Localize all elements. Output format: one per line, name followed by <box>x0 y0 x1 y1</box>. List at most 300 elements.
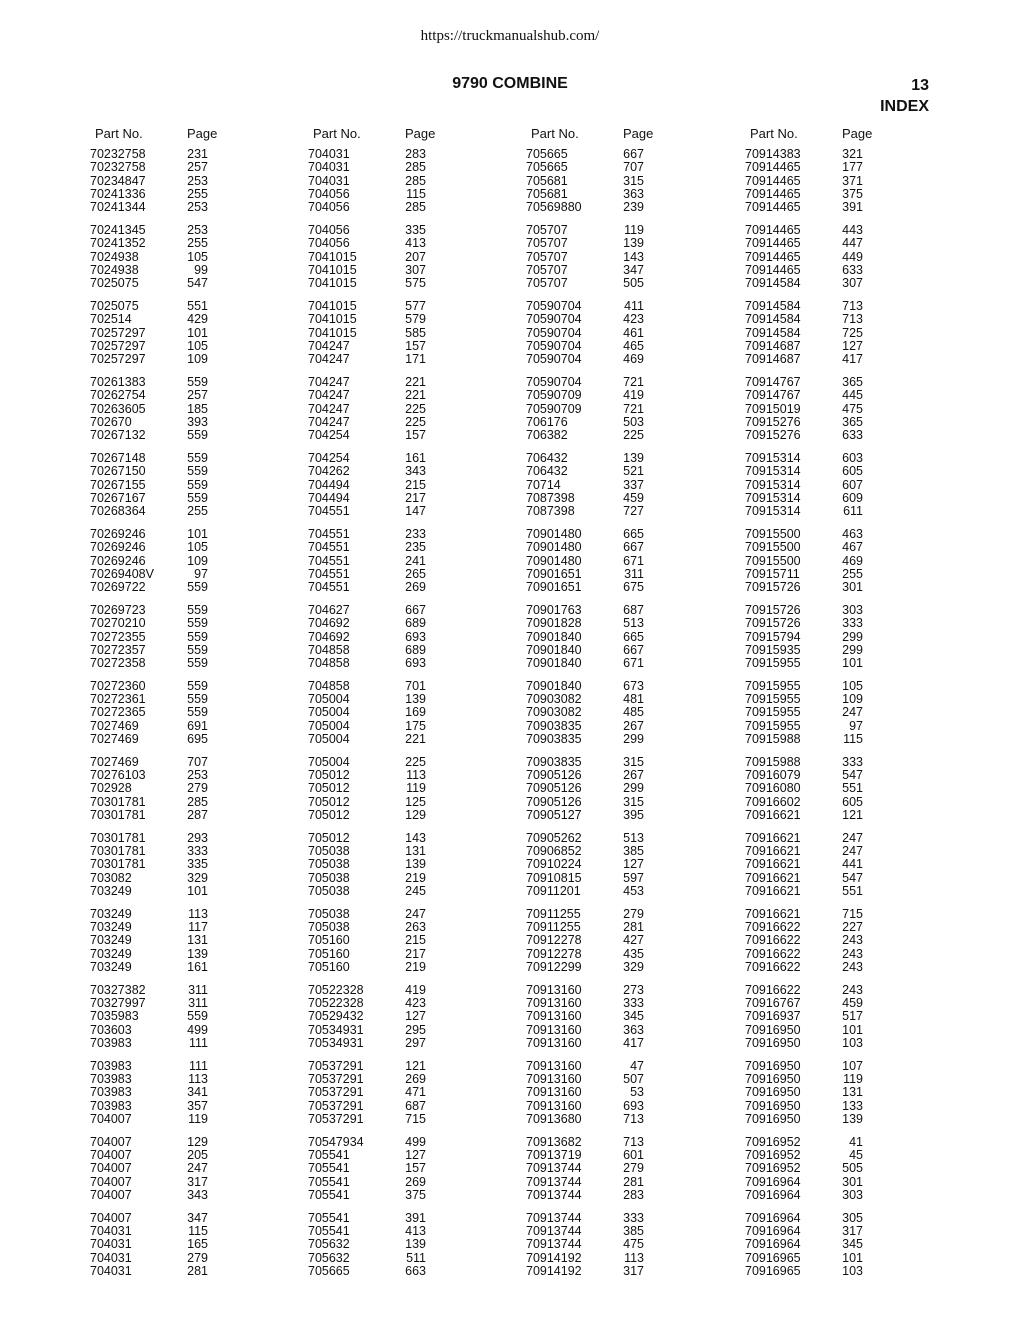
page-reference: 263 <box>405 920 426 935</box>
part-number: 70915988 <box>745 732 801 747</box>
page-reference: 597 <box>623 870 644 885</box>
index-entry <box>745 733 945 746</box>
part-number: 70911255 <box>526 920 581 935</box>
page-reference: 41 <box>849 1134 863 1149</box>
index-entry <box>308 720 508 733</box>
index-entry <box>526 1252 726 1265</box>
page-reference: 185 <box>187 401 208 416</box>
part-number: 70901651 <box>526 566 582 581</box>
page-reference: 333 <box>623 1210 644 1225</box>
index-entry <box>526 264 726 277</box>
part-number: 70267150 <box>90 464 146 479</box>
part-number: 705004 <box>308 718 350 733</box>
index-entry <box>745 251 945 264</box>
part-number: 70913160 <box>526 1058 582 1073</box>
index-entry <box>526 1212 726 1225</box>
index-entry <box>308 1086 508 1099</box>
part-number: 70267155 <box>90 477 146 492</box>
index-entry <box>745 796 945 809</box>
part-number: 705160 <box>308 933 350 948</box>
page-reference: 139 <box>405 692 426 707</box>
page-reference: 375 <box>405 1187 426 1202</box>
part-number: 70327997 <box>90 996 146 1011</box>
column-header <box>308 126 508 148</box>
index-entry <box>745 885 945 898</box>
index-entry <box>90 997 290 1010</box>
index-entry <box>90 300 290 313</box>
page-reference: 101 <box>187 526 208 541</box>
page-reference: 111 <box>188 1036 208 1051</box>
part-number: 70534931 <box>308 1036 364 1051</box>
part-number: 70267148 <box>90 450 146 465</box>
index-entry <box>308 984 508 997</box>
page-reference: 121 <box>842 808 863 823</box>
index-entry <box>90 479 290 492</box>
index-entry <box>526 845 726 858</box>
part-number: 70915935 <box>745 642 801 657</box>
index-entry <box>745 581 945 594</box>
page-reference: 513 <box>623 830 644 845</box>
page-reference: 559 <box>187 464 208 479</box>
index-entry <box>745 201 945 214</box>
index-entry <box>526 948 726 961</box>
page-reference: 285 <box>405 173 426 188</box>
page-reference: 485 <box>623 705 644 720</box>
page-reference: 365 <box>842 414 863 429</box>
part-number: 70901828 <box>526 616 582 631</box>
index-entry <box>308 581 508 594</box>
part-number: 704056 <box>308 200 350 215</box>
part-number: 704551 <box>308 553 350 568</box>
part-number: 70915314 <box>745 490 801 505</box>
index-entry <box>745 997 945 1010</box>
page-reference: 423 <box>405 996 426 1011</box>
page-reference: 143 <box>623 249 644 264</box>
page-reference: 503 <box>623 414 644 429</box>
index-entry <box>90 161 290 174</box>
index-entry <box>308 555 508 568</box>
page-reference: 255 <box>187 504 208 519</box>
page-reference: 605 <box>842 794 863 809</box>
part-number: 70910224 <box>526 857 582 872</box>
part-number: 70915794 <box>745 629 801 644</box>
entry-group <box>526 224 726 290</box>
page-reference: 243 <box>842 933 863 948</box>
index-entry <box>745 1212 945 1225</box>
entry-group <box>526 832 726 898</box>
page-reference: 287 <box>187 808 208 823</box>
source-url[interactable]: https://truckmanualshub.com/ <box>420 28 600 44</box>
index-entry <box>308 224 508 237</box>
index-entry <box>526 720 726 733</box>
part-number: 705038 <box>308 884 350 899</box>
part-number: 70901840 <box>526 642 582 657</box>
index-entry <box>308 1176 508 1189</box>
index-entry <box>745 604 945 617</box>
index-entry <box>90 1060 290 1073</box>
page-reference: 521 <box>623 464 644 479</box>
index-entry <box>526 809 726 822</box>
part-no-header: Part No. <box>313 126 361 141</box>
page-reference: 279 <box>187 1250 208 1265</box>
index-entry <box>745 809 945 822</box>
page-reference: 449 <box>842 249 863 264</box>
entry-group <box>90 376 290 442</box>
page-reference: 101 <box>842 1250 863 1265</box>
index-entry <box>90 1100 290 1113</box>
index-entry <box>90 693 290 706</box>
page-reference: 225 <box>623 428 644 443</box>
index-entry <box>90 1037 290 1050</box>
page-reference: 281 <box>187 1263 208 1278</box>
page-reference: 221 <box>405 388 426 403</box>
part-number: 70590709 <box>526 401 582 416</box>
part-number: 70916950 <box>745 1036 801 1051</box>
page-reference: 559 <box>187 642 208 657</box>
index-entry <box>526 429 726 442</box>
index-entry <box>745 264 945 277</box>
part-number: 70272355 <box>90 629 146 644</box>
part-number: 70914767 <box>745 388 801 403</box>
part-number: 704858 <box>308 656 350 671</box>
part-number: 704007 <box>90 1161 132 1176</box>
part-number: 70263605 <box>90 401 146 416</box>
page-reference: 601 <box>623 1148 644 1163</box>
part-number: 70913160 <box>526 1085 582 1100</box>
part-number: 703249 <box>90 884 132 899</box>
page-reference: 447 <box>842 236 863 251</box>
part-number: 705160 <box>308 946 350 961</box>
page-reference: 371 <box>842 173 863 188</box>
index-entry <box>526 452 726 465</box>
index-entry <box>90 1162 290 1175</box>
index-entry <box>745 224 945 237</box>
entry-group <box>526 148 726 214</box>
part-number: 704494 <box>308 477 350 492</box>
index-entry <box>526 327 726 340</box>
index-entry <box>526 251 726 264</box>
page-reference: 243 <box>842 960 863 975</box>
part-number: 70914192 <box>526 1263 582 1278</box>
page-reference: 273 <box>623 982 644 997</box>
index-entry <box>745 277 945 290</box>
index-entry <box>526 376 726 389</box>
index-entry <box>308 1073 508 1086</box>
page-reference: 467 <box>842 540 863 555</box>
part-number: 70912278 <box>526 933 582 948</box>
index-entry <box>308 264 508 277</box>
part-number: 70901480 <box>526 553 582 568</box>
index-entry <box>308 845 508 858</box>
index-entry <box>90 832 290 845</box>
page-reference: 125 <box>405 794 426 809</box>
part-number: 704056 <box>308 222 350 237</box>
index-entry <box>90 961 290 974</box>
index-entry <box>526 796 726 809</box>
index-entry <box>90 1073 290 1086</box>
part-number: 70916964 <box>745 1210 801 1225</box>
page-reference: 113 <box>406 768 426 783</box>
part-number: 704031 <box>90 1224 132 1239</box>
part-number: 705541 <box>308 1161 350 1176</box>
index-entry <box>308 1265 508 1278</box>
page-reference: 139 <box>187 946 208 961</box>
part-number: 70914465 <box>745 236 801 251</box>
part-number: 70301781 <box>90 830 146 845</box>
page-reference: 157 <box>405 428 426 443</box>
part-number: 70269246 <box>90 526 146 541</box>
index-entry <box>90 984 290 997</box>
index-entry <box>308 604 508 617</box>
page-reference: 667 <box>405 602 426 617</box>
page-reference: 113 <box>188 1072 208 1087</box>
index-entry <box>90 908 290 921</box>
page-reference: 375 <box>842 186 863 201</box>
index-entry <box>308 251 508 264</box>
page-reference: 385 <box>623 844 644 859</box>
index-entry <box>308 465 508 478</box>
part-number: 70913680 <box>526 1112 582 1126</box>
part-number: 70262754 <box>90 388 146 403</box>
index-entry <box>745 568 945 581</box>
index-entry <box>90 845 290 858</box>
index-entry <box>526 313 726 326</box>
part-number: 706382 <box>526 428 568 443</box>
page-reference: 221 <box>405 732 426 747</box>
page-reference: 315 <box>623 754 644 769</box>
page-reference: 413 <box>405 236 426 251</box>
part-number: 70914584 <box>745 276 801 291</box>
part-number: 7027469 <box>90 718 139 733</box>
index-entry <box>308 479 508 492</box>
page-reference: 217 <box>405 946 426 961</box>
part-number: 704858 <box>308 678 350 693</box>
index-entry <box>308 885 508 898</box>
index-entry <box>308 505 508 518</box>
index-entry <box>90 706 290 719</box>
page-reference: 459 <box>842 996 863 1011</box>
part-number: 70327382 <box>90 982 146 997</box>
part-number: 70268364 <box>90 504 146 519</box>
index-entry <box>308 1162 508 1175</box>
index-entry <box>526 693 726 706</box>
index-entry <box>526 733 726 746</box>
page-reference: 311 <box>188 996 208 1011</box>
page-reference: 559 <box>187 428 208 443</box>
index-entry <box>308 657 508 670</box>
index-entry <box>90 1113 290 1126</box>
page-reference: 133 <box>842 1098 863 1113</box>
page-reference: 281 <box>623 1174 644 1189</box>
part-number: 70913682 <box>526 1134 582 1149</box>
index-entry <box>308 644 508 657</box>
index-entry <box>526 492 726 505</box>
page-reference: 253 <box>187 768 208 783</box>
part-number: 705707 <box>526 222 568 237</box>
page-reference: 475 <box>623 1237 644 1252</box>
part-number: 704031 <box>90 1263 132 1278</box>
page-reference: 303 <box>842 1187 863 1202</box>
page-reference: 701 <box>405 678 426 693</box>
part-number: 704007 <box>90 1134 132 1149</box>
part-number: 705038 <box>308 906 350 921</box>
index-entry <box>90 858 290 871</box>
page-reference: 227 <box>842 920 863 935</box>
page-reference: 559 <box>187 602 208 617</box>
part-number: 70913719 <box>526 1148 582 1163</box>
page-reference: 607 <box>842 477 863 492</box>
index-entry <box>90 1238 290 1251</box>
part-number: 7041015 <box>308 249 357 264</box>
page-reference: 269 <box>405 580 426 595</box>
index-entry <box>745 1060 945 1073</box>
page-reference: 101 <box>842 656 863 671</box>
page-reference: 471 <box>405 1085 426 1100</box>
part-number: 70916950 <box>745 1085 801 1100</box>
part-number: 70590704 <box>526 352 582 367</box>
entry-group <box>308 1212 508 1278</box>
page-reference: 233 <box>405 526 426 541</box>
page-reference: 333 <box>623 996 644 1011</box>
part-number: 704254 <box>308 450 350 465</box>
index-entry <box>308 872 508 885</box>
index-entry <box>745 1073 945 1086</box>
index-entry <box>308 1212 508 1225</box>
index-entry <box>526 1265 726 1278</box>
page-reference: 559 <box>187 692 208 707</box>
part-number: 705004 <box>308 705 350 720</box>
page-reference: 285 <box>405 200 426 215</box>
entry-group <box>90 984 290 1050</box>
part-number: 704007 <box>90 1187 132 1202</box>
part-number: 70272358 <box>90 656 146 671</box>
part-number: 70913160 <box>526 996 582 1011</box>
part-number: 70590709 <box>526 388 582 403</box>
page-reference: 97 <box>849 718 863 733</box>
index-entry <box>526 908 726 921</box>
index-entry <box>745 617 945 630</box>
page-reference: 333 <box>842 616 863 631</box>
index-entry <box>526 706 726 719</box>
part-number: 70916080 <box>745 781 801 796</box>
part-number: 70301781 <box>90 808 146 823</box>
page-reference: 205 <box>187 1148 208 1163</box>
page-reference: 347 <box>187 1210 208 1225</box>
part-number: 704031 <box>308 160 350 175</box>
page-reference: 423 <box>623 312 644 327</box>
page-reference: 347 <box>623 262 644 277</box>
part-number: 70903082 <box>526 692 582 707</box>
index-entry <box>745 389 945 402</box>
page-reference: 165 <box>187 1237 208 1252</box>
page-reference: 115 <box>843 732 863 747</box>
entry-group <box>308 680 508 746</box>
page-reference: 575 <box>405 276 426 291</box>
part-number: 70915276 <box>745 428 801 443</box>
part-number: 705665 <box>526 147 568 161</box>
index-entry <box>526 1060 726 1073</box>
page-reference: 169 <box>405 705 426 720</box>
part-number: 70916937 <box>745 1009 801 1024</box>
part-number: 70914584 <box>745 325 801 340</box>
index-entry <box>90 389 290 402</box>
part-number: 70913744 <box>526 1187 582 1202</box>
index-entry <box>90 555 290 568</box>
index-entry <box>308 809 508 822</box>
page-reference: 633 <box>842 428 863 443</box>
index-entry <box>526 277 726 290</box>
index-entry <box>308 528 508 541</box>
part-number: 70903835 <box>526 732 582 747</box>
index-entry <box>90 313 290 326</box>
page-reference: 343 <box>405 464 426 479</box>
column-header <box>745 126 945 148</box>
index-entry <box>90 1136 290 1149</box>
part-number: 7024938 <box>90 249 139 264</box>
index-entry <box>308 148 508 161</box>
index-entry <box>745 1024 945 1037</box>
part-number: 70276103 <box>90 768 146 783</box>
part-number: 705038 <box>308 920 350 935</box>
part-number: 70269722 <box>90 580 146 595</box>
part-number: 70903835 <box>526 718 582 733</box>
part-number: 7024938 <box>90 262 139 277</box>
entry-group <box>526 376 726 442</box>
page-reference: 113 <box>624 1250 644 1265</box>
part-number: 70914465 <box>745 249 801 264</box>
index-entry <box>526 921 726 934</box>
index-entry <box>308 1024 508 1037</box>
part-number: 70590704 <box>526 374 582 389</box>
page-reference: 99 <box>194 262 208 277</box>
entry-group <box>526 908 726 974</box>
index-entry <box>526 148 726 161</box>
index-entry <box>745 934 945 947</box>
page-reference: 215 <box>405 477 426 492</box>
index-entry <box>308 161 508 174</box>
part-number: 70915726 <box>745 616 801 631</box>
page-reference: 459 <box>623 490 644 505</box>
part-number: 70916621 <box>745 844 801 859</box>
part-number: 70913744 <box>526 1224 582 1239</box>
part-number: 70915314 <box>745 504 801 519</box>
index-entry <box>90 1149 290 1162</box>
part-number: 70916622 <box>745 920 801 935</box>
index-entry <box>308 948 508 961</box>
part-number: 702670 <box>90 414 132 429</box>
entry-group <box>308 604 508 670</box>
page-reference: 443 <box>842 222 863 237</box>
part-number: 7041015 <box>308 325 357 340</box>
index-entry <box>308 961 508 974</box>
index-entry <box>745 756 945 769</box>
part-number: 703249 <box>90 933 132 948</box>
page-reference: 245 <box>405 884 426 899</box>
index-entry <box>745 984 945 997</box>
part-number: 704692 <box>308 629 350 644</box>
index-column-2 <box>308 126 508 1288</box>
page-reference: 547 <box>842 768 863 783</box>
part-number: 703983 <box>90 1036 132 1051</box>
index-entry <box>90 1086 290 1099</box>
page-reference: 579 <box>405 312 426 327</box>
page-reference: 279 <box>187 781 208 796</box>
index-entry <box>308 921 508 934</box>
part-number: 703082 <box>90 870 132 885</box>
part-number: 70590704 <box>526 298 582 313</box>
page-reference: 143 <box>405 830 426 845</box>
index-entry <box>745 300 945 313</box>
